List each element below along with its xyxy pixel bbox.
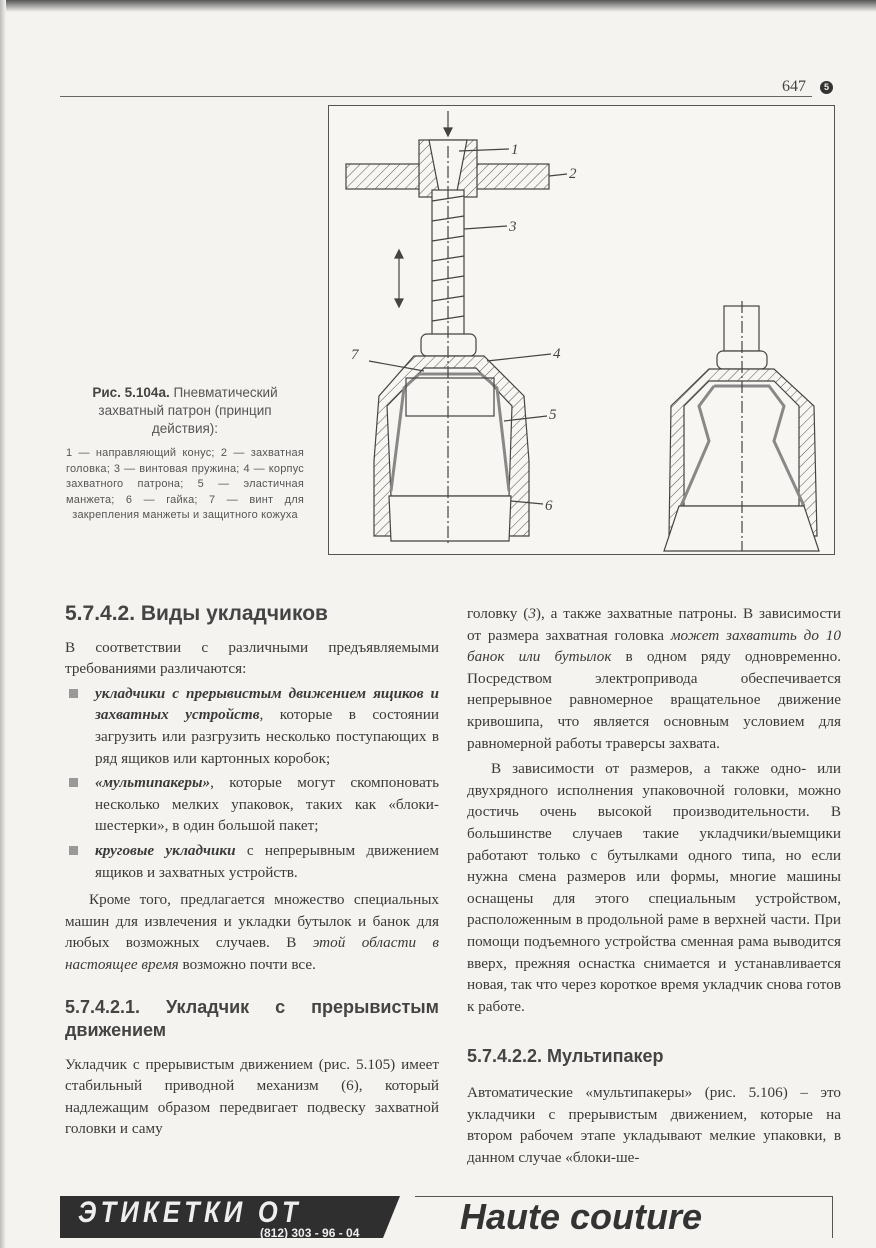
text: головку ( xyxy=(467,605,529,622)
list-item-term: «мультипакеры» xyxy=(95,774,211,792)
figure-label-2: 2 xyxy=(569,166,577,182)
text: возможно почти все. xyxy=(178,955,316,973)
caption-legend: 1 — направляющий конус; 2 — захватная головка; 3 — винтовая пружина; 4 — корпус захватного патрона; 5 — эластичная манжета; 6 — гайка; 7 — винт для закрепления манжеты и защитного кожуха xyxy=(66,447,304,521)
figure-label-3: 3 xyxy=(509,219,517,235)
banner-phone: (812) 303 - 96 - 04 xyxy=(260,1226,360,1240)
text: в одном ряду одновременно. Посредством электропривода обеспечивается непрерывное равномерное вращательное движение кривошипа, что является основным условием для равномерной работы траверсы захвата. xyxy=(467,648,841,752)
paragraph xyxy=(467,603,841,754)
left-column xyxy=(65,603,439,1140)
intro-paragraph: В соответствии с различными предъявляемыми требованиями различаются: xyxy=(65,638,439,678)
list-item-text: , которые в состоянии загрузить или разгрузить несколько поступающих в ряд ящиков или картонных коробок; xyxy=(95,706,439,767)
section-heading: 5.7.4.2. Виды укладчиков xyxy=(65,602,328,625)
banner-right-text: Haute couture xyxy=(460,1196,703,1237)
caption-number: Рис. 5.104а. xyxy=(92,385,170,400)
figure-diagram xyxy=(328,105,835,555)
paragraph xyxy=(65,889,439,975)
paragraph: В зависимости от размеров, а также одно- или двухрядного исполнения упаковочной головки, можно достичь очень высокой производительности. В большинстве случаев такие укладчики/выемщики работают только с бутылками одного типа, но если нужна смена размеров или формы, многие машины оснащены для этого специальным устройством, расположенным в продольной раме в верхней части. При помощи подъемного устройства сменная рама выводится вверх, прежняя оснастка снимается и устанавливается новая, так что через короткое время укладчик снова готов к работе. xyxy=(467,760,841,1015)
paragraph: Укладчик с прерывистым движением (рис. 5.105) имеет стабильный приводной механизм (6), который надлежащим образом передвигает подвеску захватной головки и саму xyxy=(65,1055,439,1138)
figure-label-5: 5 xyxy=(549,407,557,423)
list-item xyxy=(65,840,439,883)
list-item-term: круговые укладчики xyxy=(95,841,236,859)
banner-left-text: ЭТИКЕТКИ ОТ xyxy=(78,1196,302,1229)
text: Кроме того, предлагается множество специальных машин для извлечения и укладки бутылок и банок для любых возможных случаев. В xyxy=(65,891,439,952)
scan-shadow-left xyxy=(0,0,6,1248)
list-item-text: , которые могут скомпоновать несколько мелких упаковок, таких как «блоки-шестерки», в один большой пакет; xyxy=(95,774,439,835)
figure-label-4: 4 xyxy=(553,346,561,362)
figure-label-1: 1 xyxy=(511,142,519,158)
text: ), а также захватные патроны. В зависимости от размера захватная головка xyxy=(467,605,841,644)
page-number: 647 xyxy=(782,78,806,95)
reference: 3 xyxy=(528,605,536,622)
list-item-text: с непрерывным движением ящиков и захватных устройств. xyxy=(95,841,439,881)
header-rule xyxy=(60,96,812,97)
list-item xyxy=(65,683,439,769)
italic-text: этой области в настоящее время xyxy=(65,934,439,973)
right-column xyxy=(467,603,841,1169)
banner-border xyxy=(832,1196,833,1238)
figure-label-6: 6 xyxy=(545,498,553,514)
caption-title: Пневматический захватный патрон (принцип действия): xyxy=(98,385,278,436)
list-item-term: укладчики с прерывистым движением ящиков и захватных устройств xyxy=(95,684,439,724)
subsection-heading: 5.7.4.2.1. Укладчик с прерывистым движением xyxy=(65,996,439,1040)
circle-marker-icon: 5 xyxy=(820,81,833,94)
italic-text: может захватить до 10 банок или бутылок xyxy=(467,626,841,666)
advertisement-banner xyxy=(60,1190,835,1238)
pneumatic-chuck-drawing xyxy=(329,106,834,554)
list-item xyxy=(65,772,439,837)
scan-shadow-top xyxy=(0,0,876,12)
figure-caption xyxy=(66,384,304,524)
figure-label-7: 7 xyxy=(351,347,359,363)
subsection-heading: 5.7.4.2.2. Мультипакер xyxy=(467,1046,664,1067)
paragraph: Автоматические «мультипакеры» (рис. 5.106) – это укладчики с прерывистым движением, которые на втором рабочем этапе укладывают мелкие упаковки, в данном случае «блоки-ше- xyxy=(467,1084,841,1167)
